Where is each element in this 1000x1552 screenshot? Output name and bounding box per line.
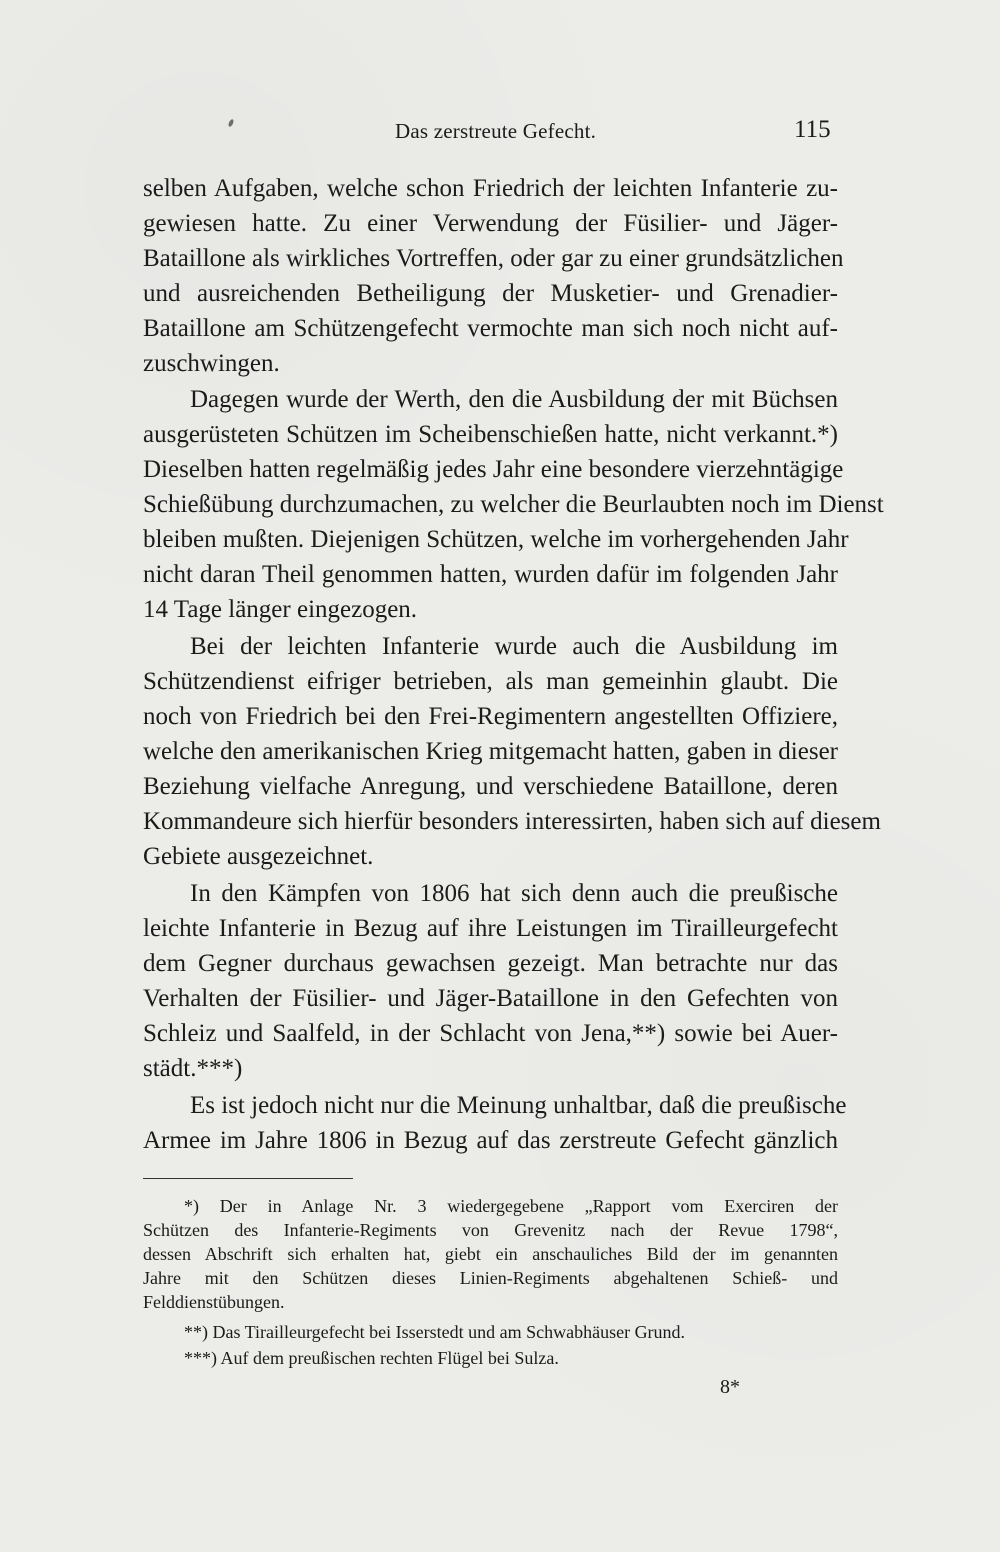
body-line: Schießübung durchzumachen, zu welcher die Beurlaubten noch im Dienst: [143, 491, 884, 518]
footnote-line: ***) Auf dem preußischen rechten Flügel bei Sulza.: [184, 1348, 559, 1368]
body-line: nicht daran Theil genommen hatten, wurden dafür im folgenden Jahr: [143, 561, 838, 588]
body-line: Gebiete ausgezeichnet.: [143, 843, 374, 870]
body-line: Schleiz und Saalfeld, in der Schlacht von Jena,**) sowie bei Auer-: [143, 1020, 838, 1047]
footnote-line: **) Das Tirailleurgefecht bei Isserstedt und am Schwabhäuser Grund.: [184, 1322, 686, 1342]
body-line: In den Kämpfen von 1806 hat sich denn auch die preußische: [190, 880, 838, 907]
footnote-line: dessen Abschrift sich erhalten hat, giebt ein anschauliches Bild der im genannten: [143, 1244, 838, 1264]
body-line: noch von Friedrich bei den Frei-Regimentern angestellten Offiziere,: [143, 703, 838, 730]
body-line: Armee im Jahre 1806 in Bezug auf das zerstreute Gefecht gänzlich: [143, 1127, 838, 1154]
body-line: Beziehung vielfache Anregung, und verschiedene Bataillone, deren: [143, 773, 838, 800]
body-line: Dagegen wurde der Werth, den die Ausbildung der mit Büchsen: [190, 386, 838, 413]
signature-mark: 8*: [720, 1376, 740, 1398]
body-line: Es ist jedoch nicht nur die Meinung unhaltbar, daß die preußische: [190, 1092, 847, 1119]
footnote-line: Felddienstübungen.: [143, 1292, 285, 1312]
running-header: Das zerstreute Gefecht.: [395, 119, 597, 143]
footnote-separator: [143, 1178, 353, 1179]
body-line: dem Gegner durchaus gewachsen gezeigt. Man betrachte nur das: [143, 950, 838, 977]
footnote-line: Jahre mit den Schützen dieses Linien-Regiments abgehaltenen Schieß- und: [143, 1268, 838, 1288]
body-line: bleiben mußten. Diejenigen Schützen, welche im vorhergehenden Jahr: [143, 526, 849, 553]
body-line: Verhalten der Füsilier- und Jäger-Bataillone in den Gefechten von: [143, 985, 838, 1012]
body-line: welche den amerikanischen Krieg mitgemacht hatten, gaben in dieser: [143, 738, 838, 765]
body-line: Dieselben hatten regelmäßig jedes Jahr eine besondere vierzehntägige: [143, 456, 844, 483]
body-line: zuschwingen.: [143, 350, 280, 377]
body-line: Bataillone als wirkliches Vortreffen, oder gar zu einer grundsätzlichen: [143, 245, 844, 272]
body-line: Bataillone am Schützengefecht vermochte man sich noch nicht auf-: [143, 315, 838, 342]
body-line: städt.***): [143, 1055, 243, 1082]
page-number: 115: [794, 116, 831, 143]
footnote-line: *) Der in Anlage Nr. 3 wiedergegebene „Rapport vom Exerciren der: [184, 1196, 838, 1216]
body-line: ausgerüsteten Schützen im Scheibenschießen hatte, nicht verkannt.*): [143, 421, 838, 448]
body-line: Kommandeure sich hierfür besonders interessirten, haben sich auf diesem: [143, 808, 881, 835]
body-line: leichte Infanterie in Bezug auf ihre Leistungen im Tirailleurgefecht: [143, 915, 838, 942]
body-line: Bei der leichten Infanterie wurde auch die Ausbildung im: [190, 633, 838, 660]
body-line: und ausreichenden Betheiligung der Musketier- und Grenadier-: [143, 280, 838, 307]
body-line: selben Aufgaben, welche schon Friedrich der leichten Infanterie zu-: [143, 175, 838, 202]
body-line: Schützendienst eifriger betrieben, als man gemeinhin glaubt. Die: [143, 668, 838, 695]
body-line: 14 Tage länger eingezogen.: [143, 596, 418, 623]
body-line: gewiesen hatte. Zu einer Verwendung der Füsilier- und Jäger-: [143, 210, 838, 237]
ink-mark: [227, 119, 234, 128]
footnote-line: Schützen des Infanterie-Regiments von Grevenitz nach der Revue 1798“,: [143, 1220, 838, 1240]
